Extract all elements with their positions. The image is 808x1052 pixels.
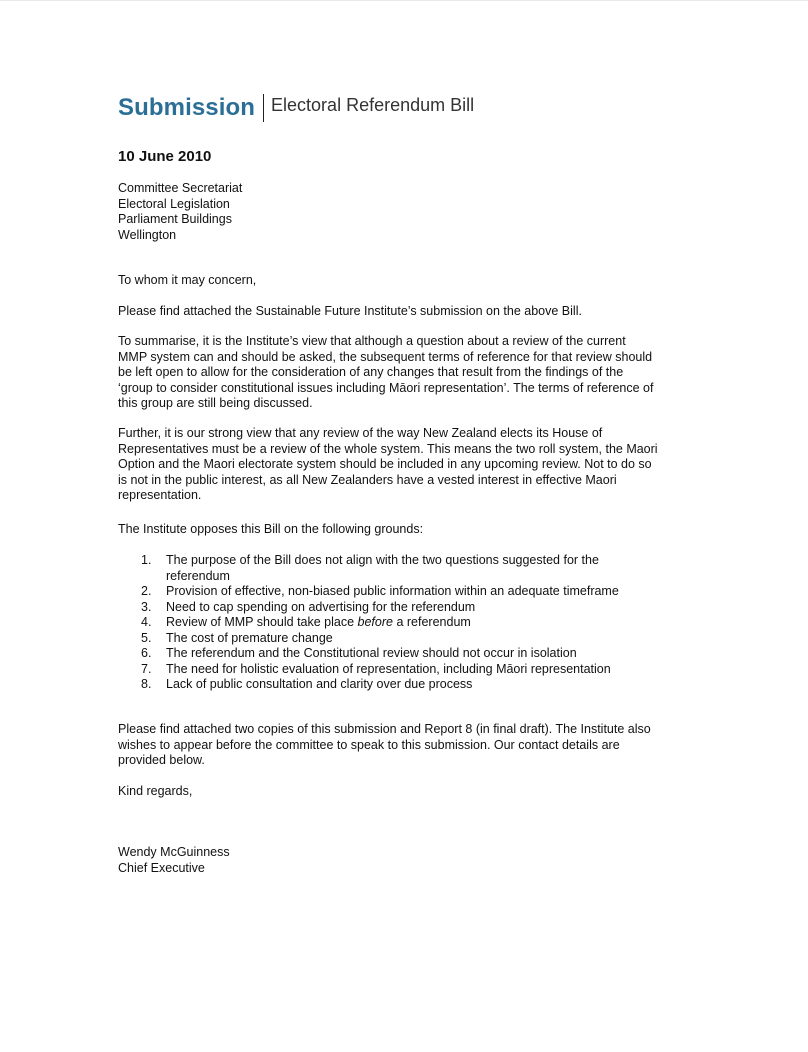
list-item-text-part: a referendum — [392, 615, 471, 629]
paragraph-line: representation. — [118, 488, 202, 502]
paragraph-line: Please find attached two copies of this submission and Report 8 (in final draft). The Institute also — [118, 722, 651, 736]
signature-name: Wendy McGuinness — [118, 845, 230, 859]
paragraph-line: To summarise, it is the Institute’s view that although a question about a review of the current — [118, 334, 626, 348]
list-item-text: Need to cap spending on advertising for the referendum — [166, 599, 476, 614]
list-item — [141, 553, 701, 584]
list-item-text: Lack of public consultation and clarity over due process — [166, 677, 473, 691]
paragraph-line: Further, it is our strong view that any review of the way New Zealand elects its House of — [118, 426, 603, 440]
list-item — [141, 584, 701, 600]
paragraph-intro — [118, 304, 703, 320]
address-line: Parliament Buildings — [118, 212, 232, 226]
list-item-line: The purpose of the Bill does not align with the two questions suggested for the — [166, 553, 599, 567]
paragraph-attachments — [118, 722, 703, 769]
paragraph-line: Option and the Maori electorate system should be included in any upcoming review. Not to do so — [118, 457, 652, 471]
address-line: Wellington — [118, 227, 177, 242]
paragraph-line: wishes to appear before the committee to speak to this submission. Our contact details are — [118, 737, 620, 752]
document-date: 10 June 2010 — [118, 148, 212, 165]
list-item-text — [166, 615, 471, 629]
list-number: 2. — [141, 584, 152, 598]
list-item — [141, 631, 701, 647]
paragraph-line: The Institute opposes this Bill on the following grounds: — [118, 522, 424, 536]
paragraph-further — [118, 426, 703, 504]
list-item-text: Provision of effective, non-biased public information within an adequate timeframe — [166, 584, 619, 598]
grounds-list — [141, 553, 701, 693]
list-number: 3. — [141, 599, 152, 614]
list-item — [141, 646, 701, 662]
header-title: Electoral Referendum Bill — [271, 94, 475, 115]
list-item — [141, 677, 701, 693]
paragraph-opposes — [118, 522, 703, 538]
paragraph-summary — [118, 334, 703, 412]
list-item-text — [166, 553, 701, 584]
list-number: 7. — [141, 661, 152, 676]
header-submission-label: Submission — [118, 94, 256, 121]
salutation: To whom it may concern, — [118, 273, 257, 287]
address-line: Electoral Legislation — [118, 196, 230, 211]
page-top-edge — [0, 0, 808, 1]
list-item-line: referendum — [166, 568, 230, 583]
list-item-text: The cost of premature change — [166, 630, 333, 645]
paragraph-line: MMP system can and should be asked, the subsequent terms of reference for that review should — [118, 349, 653, 364]
list-item-emphasis: before — [357, 615, 393, 629]
paragraph-line: this group are still being discussed. — [118, 396, 313, 410]
paragraph-line: be left open to allow for the consideration of any changes that result from the findings of the — [118, 365, 624, 379]
list-item — [141, 600, 701, 616]
list-number: 1. — [141, 553, 152, 567]
recipient-address — [118, 181, 703, 243]
list-number: 8. — [141, 677, 152, 691]
paragraph-line: Please find attached the Sustainable Future Institute’s submission on the above Bill. — [118, 304, 582, 318]
list-number: 4. — [141, 615, 152, 629]
paragraph-line: ‘group to consider constitutional issues including Māori representation’. The terms of reference of — [118, 380, 654, 395]
document-header — [118, 93, 474, 123]
list-number: 5. — [141, 630, 152, 645]
header-divider — [263, 94, 264, 122]
list-item-text-part: Review of MMP should take place — [166, 615, 358, 629]
list-item — [141, 615, 701, 631]
list-item-text: The need for holistic evaluation of representation, including Māori representation — [166, 661, 611, 676]
closing: Kind regards, — [118, 784, 193, 798]
address-line: Committee Secretariat — [118, 181, 243, 195]
signature-role: Chief Executive — [118, 860, 205, 875]
list-item — [141, 662, 701, 678]
paragraph-line: provided below. — [118, 753, 205, 767]
list-number: 6. — [141, 646, 152, 660]
paragraph-line: is not in the public interest, as all New Zealanders have a vested interest in effective Maori — [118, 472, 617, 487]
signature-block — [118, 845, 703, 876]
paragraph-line: Representatives must be a review of the whole system. This means the two roll system, the Maori — [118, 441, 658, 456]
list-item-text: The referendum and the Constitutional review should not occur in isolation — [166, 646, 577, 660]
